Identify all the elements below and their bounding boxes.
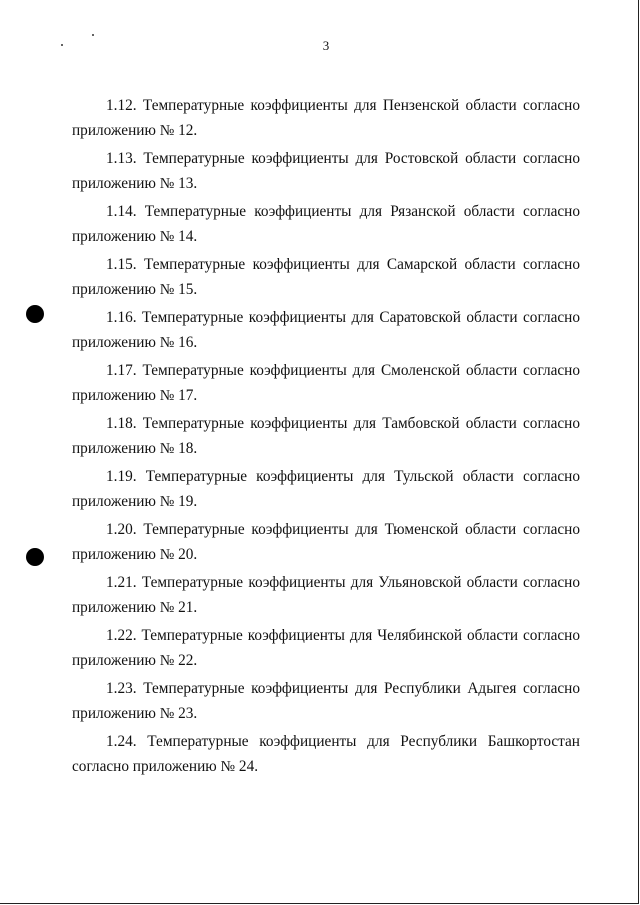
paragraph-continuation: приложению № 16. xyxy=(72,334,198,351)
paragraph-continuation: приложению № 12. xyxy=(72,122,198,139)
paragraph-item xyxy=(72,676,580,729)
scan-speck xyxy=(92,34,94,36)
paragraph-item xyxy=(72,252,580,305)
paragraph-first-line: 1.15. Температурные коэффициенты для Самарской области согласно xyxy=(106,256,580,273)
paragraph-item xyxy=(72,305,580,358)
paragraph-continuation: приложению № 21. xyxy=(72,599,198,616)
paragraph-item xyxy=(72,358,580,411)
paragraph-first-line: 1.21. Температурные коэффициенты для Ульяновской области согласно xyxy=(106,574,580,591)
paragraph-continuation: приложению № 14. xyxy=(72,228,198,245)
paragraph-first-line: 1.13. Температурные коэффициенты для Ростовской области согласно xyxy=(106,150,580,167)
punch-hole xyxy=(26,548,44,566)
paragraph-item xyxy=(72,93,580,146)
paragraph-first-line: 1.14. Температурные коэффициенты для Рязанской области согласно xyxy=(106,203,580,220)
paragraph-first-line: 1.23. Температурные коэффициенты для Республики Адыгея согласно xyxy=(106,680,580,697)
paragraph-item xyxy=(72,199,580,252)
paragraph-item xyxy=(72,623,580,676)
paragraph-item xyxy=(72,464,580,517)
paragraph-item xyxy=(72,411,580,464)
paragraph-item xyxy=(72,570,580,623)
paragraph-first-line: 1.19. Температурные коэффициенты для Тульской области согласно xyxy=(106,468,580,485)
paragraph-continuation: согласно приложению № 24. xyxy=(72,758,259,775)
paragraph-first-line: 1.17. Температурные коэффициенты для Смоленской области согласно xyxy=(106,362,580,379)
paragraph-continuation: приложению № 13. xyxy=(72,175,198,192)
paragraph-continuation: приложению № 18. xyxy=(72,440,198,457)
paragraph-continuation: приложению № 17. xyxy=(72,387,198,404)
paragraph-item xyxy=(72,729,580,782)
paragraph-continuation: приложению № 23. xyxy=(72,705,198,722)
paragraph-continuation: приложению № 19. xyxy=(72,493,198,510)
paragraph-first-line: 1.12. Температурные коэффициенты для Пензенской области согласно xyxy=(106,97,580,114)
paragraph-item xyxy=(72,146,580,199)
punch-hole xyxy=(26,305,44,323)
paragraph-continuation: приложению № 15. xyxy=(72,281,198,298)
paragraph-first-line: 1.20. Температурные коэффициенты для Тюменской области согласно xyxy=(106,521,580,538)
paragraph-first-line: 1.16. Температурные коэффициенты для Саратовской области согласно xyxy=(106,309,580,326)
paragraph-item xyxy=(72,517,580,570)
paragraph-first-line: 1.18. Температурные коэффициенты для Тамбовской области согласно xyxy=(106,415,580,432)
page-number: 3 xyxy=(322,38,330,53)
document-body xyxy=(72,93,580,782)
paragraph-first-line: 1.24. Температурные коэффициенты для Республики Башкортостан xyxy=(106,733,580,750)
paragraph-continuation: приложению № 22. xyxy=(72,652,198,669)
paragraph-first-line: 1.22. Температурные коэффициенты для Челябинской области согласно xyxy=(106,627,580,644)
paragraph-continuation: приложению № 20. xyxy=(72,546,198,563)
